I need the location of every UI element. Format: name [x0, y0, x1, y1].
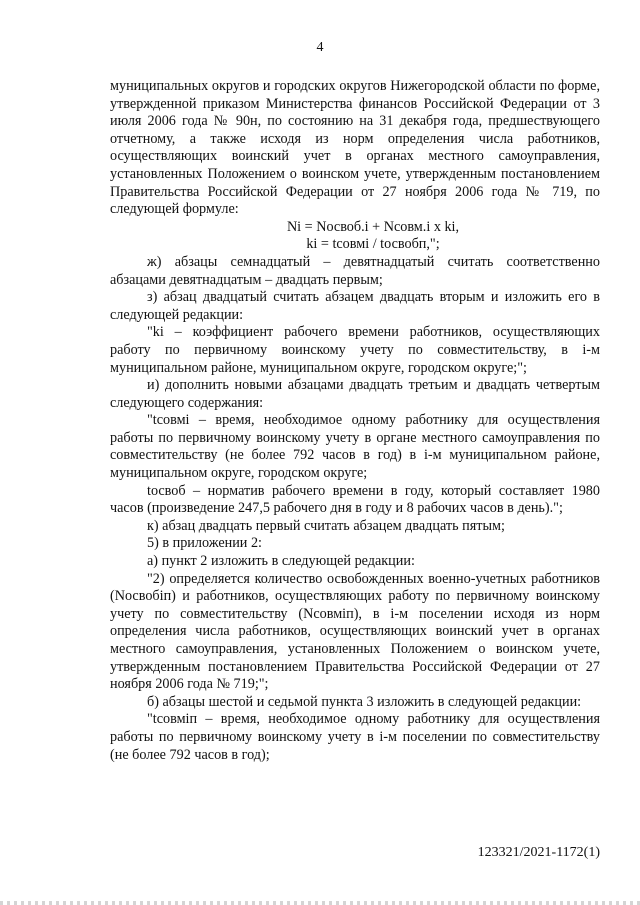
document-id: 123321/2021-1172(1)	[477, 845, 600, 860]
scan-edge-divider	[0, 901, 640, 905]
paragraph: ж) абзацы семнадцатый – девятнадцатый считать соответственно абзацами девятнадцатым – двадцать первым;	[110, 253, 600, 288]
page-number: 4	[316, 40, 324, 55]
paragraph: "tсовміп – время, необходимое одному работнику для осуществления работы по первичному воинскому учету в i-м поселении по совместительству (не более 792 часов в год);	[110, 711, 600, 763]
paragraph: "tсовмi – время, необходимое одному работнику для осуществления работы по первичному воинскому учету в органе местного самоуправления по совместительству (не более 792 часов в год) в i-м муниципальном районе, муниципальном округе, городском округе;	[110, 412, 600, 482]
formula-line: ki = tсовмi / tосвобп,";	[306, 236, 440, 253]
paragraph: 5) в приложении 2:	[147, 535, 262, 552]
paragraph: з) абзац двадцатый считать абзацем двадцать вторым и изложить его в следующей редакции:	[110, 289, 600, 323]
paragraph: муниципальных округов и городских округов Нижегородской области по форме, утвержденной приказом Министерства финансов Российской Федерации от 3 июля 2006 года № 90н, по состоянию на 31 декабря года, предшествующего отчетному, а также исходя из норм определения числа работников, осуществляющих воинский учет в органах местного самоуправления, установленных Положением о воинском учете, утвержденным постановлением Правительства Российской Федерации от 27 ноября 2006 года № 719, по следующей формуле:	[110, 78, 600, 218]
paragraph: а) пункт 2 изложить в следующей редакции:	[147, 553, 415, 570]
paragraph: "ki – коэффициент рабочего времени работников, осуществляющих работу по первичному воинскому учету по совместительству, в i-м муниципальном районе, муниципальном округе, городском округе;";	[110, 324, 600, 376]
paragraph: к) абзац двадцать первый считать абзацем двадцать пятым;	[147, 517, 505, 534]
paragraph: tосвоб – норматив рабочего времени в году, который составляет 1980 часов (произведение 247,5 рабочего дня в году и 8 рабочих часов в день).";	[110, 482, 600, 517]
paragraph: и) дополнить новыми абзацами двадцать третьим и двадцать четвертым следующего содержания:	[110, 377, 600, 411]
paragraph: б) абзацы шестой и седьмой пункта 3 изложить в следующей редакции:	[147, 693, 582, 710]
formula-line: Ni = Nосвоб.i + Nсовм.i x ki,	[286, 218, 460, 235]
document-body	[110, 78, 600, 764]
paragraph: "2) определяется количество освобожденных военно-учетных работников (Nосвобiп) и работников, осуществляющих работу по первичному воинскому учету по совместительству (Nсовміп), в i-м поселении исходя из норм определения числа работников, осуществляющих воинский учет в органах местного самоуправления, установленных Положением о воинском учете, утвержденным постановлением Правительства Российской Федерации от 27 ноября 2006 года № 719;";	[110, 570, 600, 693]
